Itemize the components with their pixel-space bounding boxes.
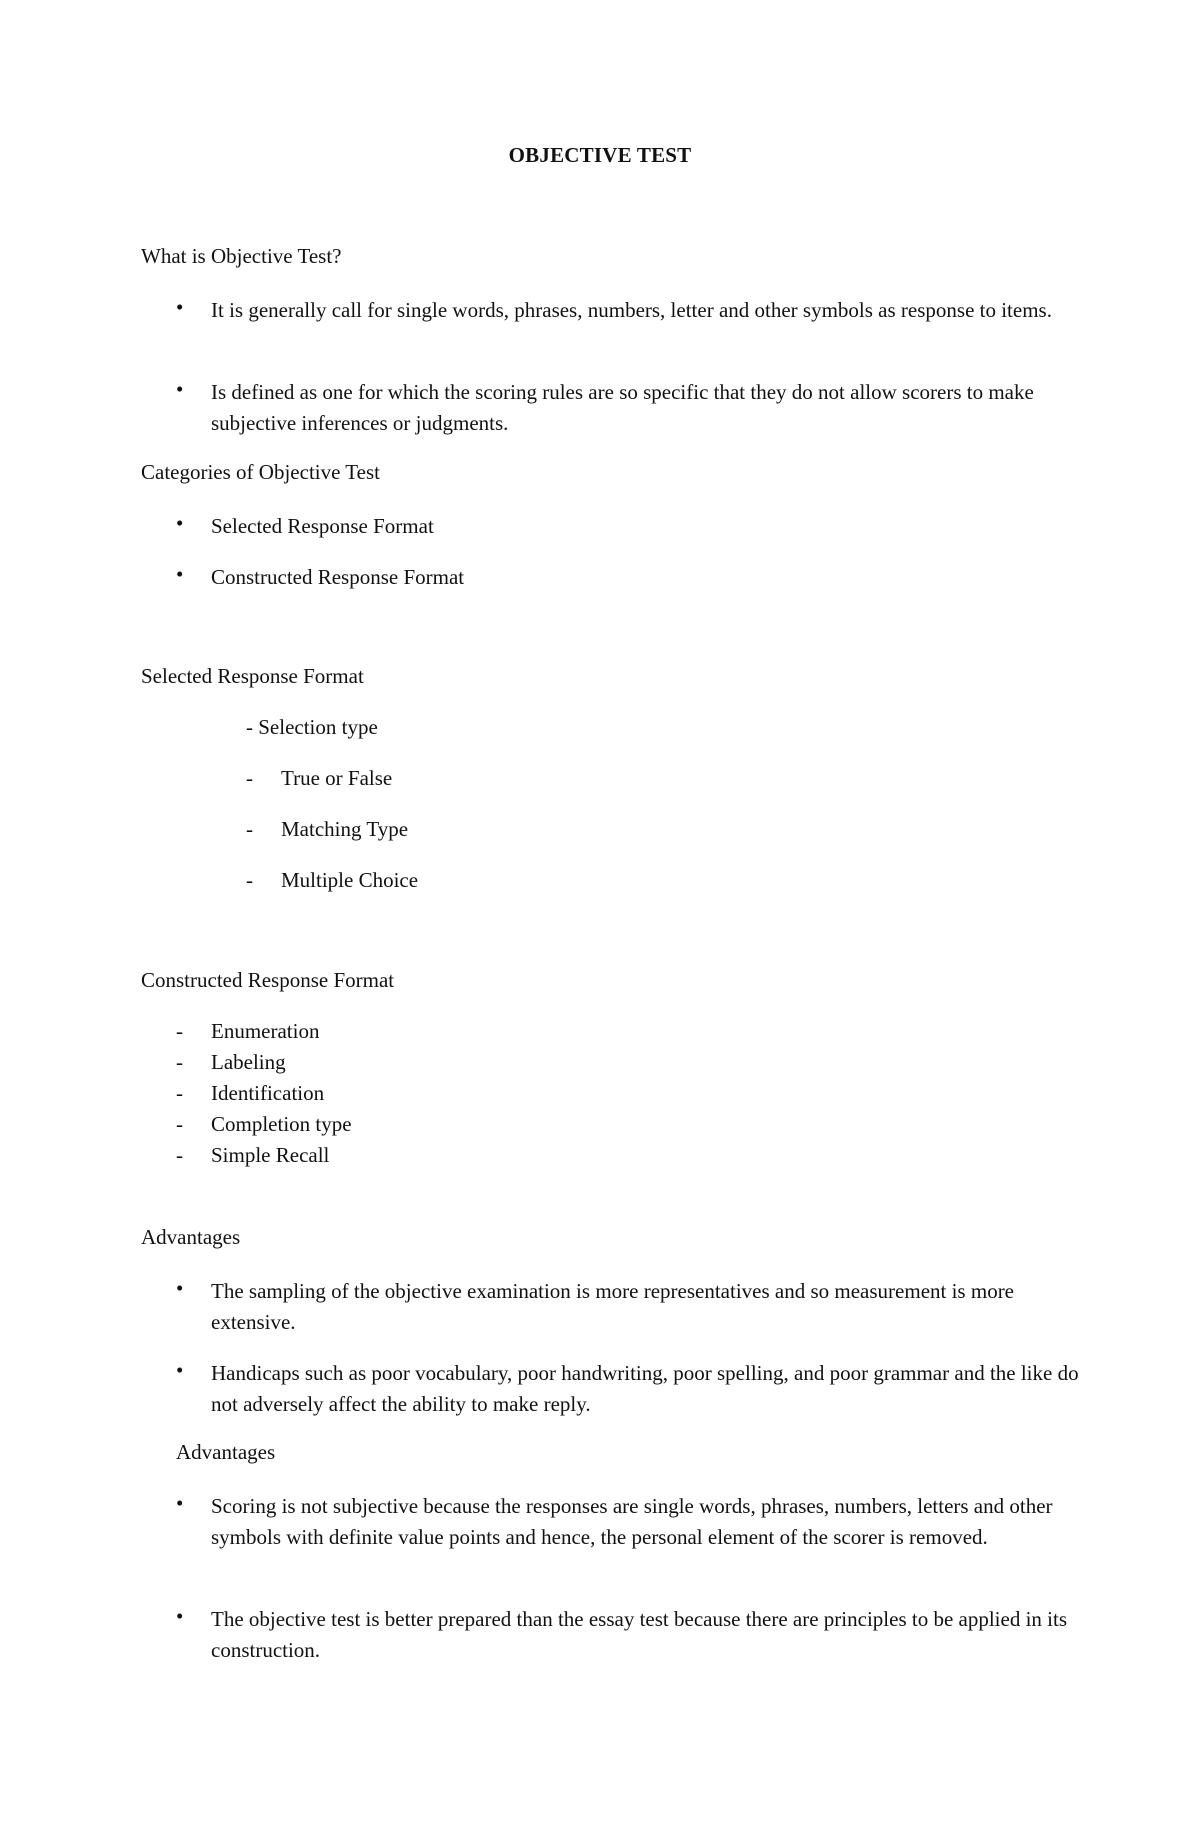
dash-icon: - (246, 868, 253, 892)
bullet-icon: • (176, 377, 184, 401)
advantages-heading: Advantages (141, 1225, 241, 1249)
bullet-icon: • (176, 1276, 184, 1300)
dash-text: Simple Recall (211, 1143, 330, 1167)
bullet-text: It is generally call for single words, phrases, numbers, letter and other symbols as response to items. (211, 298, 1052, 322)
advantages-heading-2: Advantages (176, 1440, 276, 1464)
dash-icon: - (246, 766, 253, 790)
dash-text: True or False (281, 766, 393, 790)
bullet-text: Constructed Response Format (211, 565, 465, 589)
categories-heading: Categories of Objective Test (141, 460, 380, 484)
dash-icon: - (246, 817, 253, 841)
bullet-icon: • (176, 511, 184, 535)
dash-icon: - (176, 1081, 183, 1105)
dash-icon: - (176, 1143, 183, 1167)
bullet-text: The sampling of the objective examination is more representatives and so measurement is more extensive. (211, 1279, 1015, 1334)
bullet-text: The objective test is better prepared than the essay test because there are principles to be applied in its construction. (211, 1607, 1068, 1662)
bullet-text: Is defined as one for which the scoring rules are so specific that they do not allow scorers to make subjective inferences or judgments. (211, 380, 1034, 435)
bullet-icon: • (176, 1491, 184, 1515)
bullet-text: Selected Response Format (211, 514, 434, 538)
bullet-icon: • (176, 562, 184, 586)
bullet-icon: • (176, 1358, 184, 1382)
dash-text: Enumeration (211, 1019, 320, 1043)
dash-icon: - (176, 1050, 183, 1074)
bullet-icon: • (176, 295, 184, 319)
dash-icon: - (176, 1019, 183, 1043)
bullet-text: Scoring is not subjective because the responses are single words, phrases, numbers, letters and other symbols with definite value points and hence, the personal element of the scorer is removed. (211, 1494, 1053, 1549)
dash-icon: - (176, 1112, 183, 1136)
page-title: OBJECTIVE TEST (508, 143, 692, 167)
dash-text: Labeling (211, 1050, 286, 1074)
bullet-text: Handicaps such as poor vocabulary, poor handwriting, poor spelling, and poor grammar and the like do not adversely affect the ability to make reply. (211, 1361, 1079, 1416)
selected-heading: Selected Response Format (141, 664, 364, 688)
constructed-heading: Constructed Response Format (141, 968, 395, 992)
dash-text: Identification (211, 1081, 325, 1105)
what-is-heading: What is Objective Test? (141, 244, 342, 268)
dash-text: Multiple Choice (281, 868, 419, 892)
bullet-icon: • (176, 1604, 184, 1628)
list-item (246, 715, 378, 740)
dash-text: - Selection type (246, 715, 378, 739)
dash-text: Matching Type (281, 817, 409, 841)
dash-text: Completion type (211, 1112, 352, 1136)
